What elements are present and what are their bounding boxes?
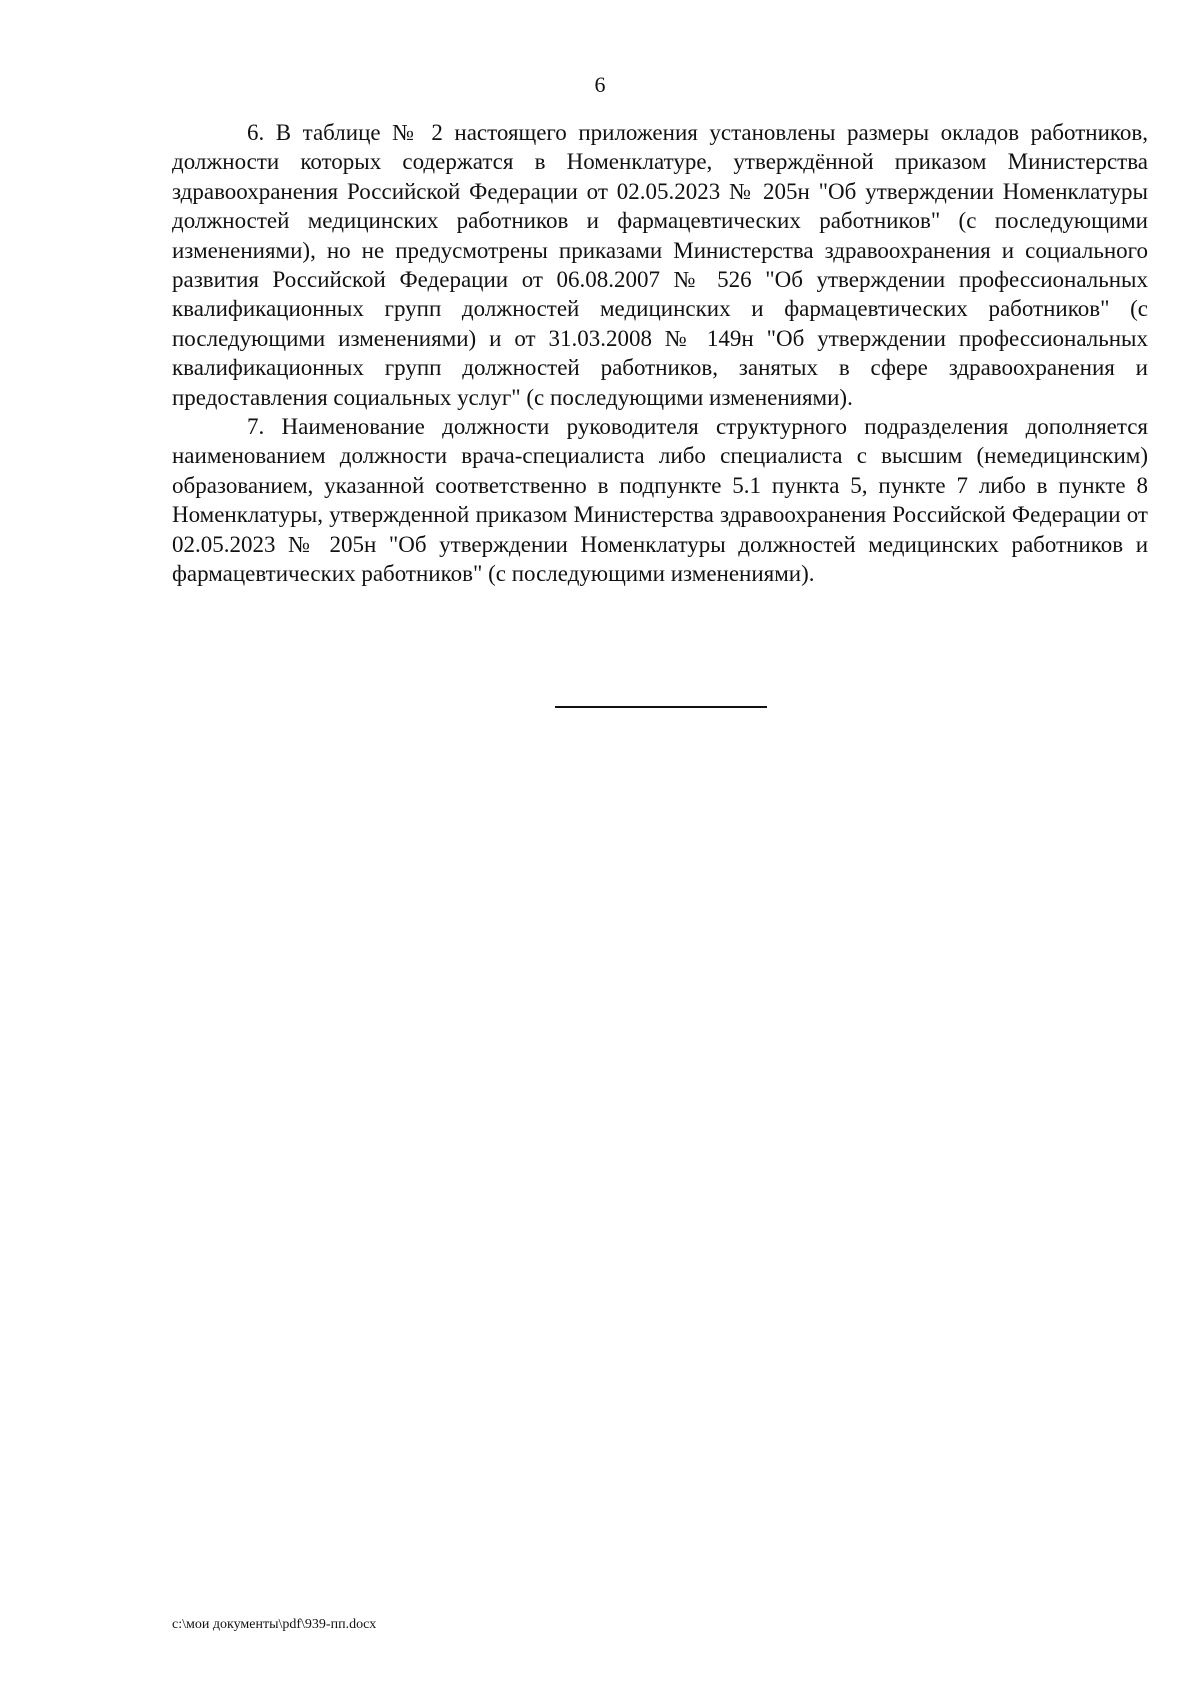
footer-file-path: c:\мои документы\pdf\939-пп.docx: [172, 1617, 377, 1632]
end-of-document-rule: [555, 706, 767, 708]
paragraph-item-6: 6. В таблице № 2 настоящего приложения установлены размеры окладов работников, должности которых содержатся в Номенклатуре, утверждённой приказом Министерства здравоохранения Российской Федерации от 02.05.2023 № 205н "Об утверждении Номенклатуры должностей медицинских работников и фармацевтических работников" (с последующими изменениями), но не предусмотрены приказами Министерства здравоохранения и социального развития Российской Федерации от 06.08.2007 № 526 "Об утверждении профессиональных квалификационных групп должностей медицинских и фармацевтических работников" (с последующими изменениями) и от 31.03.2008 № 149н "Об утверждении профессиональных квалификационных групп должностей работников, занятых в сфере здравоохранения и предоставления социальных услуг" (с последующими изменениями).: [172, 120, 1148, 410]
page-number: 6: [594, 72, 606, 97]
paragraph-item-7: 7. Наименование должности руководителя структурного подразделения дополняется наименованием должности врача-специалиста либо специалиста с высшим (немедицинским) образованием, указанной соответственно в подпункте 5.1 пункта 5, пункте 7 либо в пункте 8 Номенклатуры, утвержденной приказом Министерства здравоохранения Российской Федерации от 02.05.2023 № 205н "Об утверждении Номенклатуры должностей медицинских работников и фармацевтических работников" (с последующими изменениями).: [172, 414, 1148, 587]
document-body: [172, 118, 1148, 589]
